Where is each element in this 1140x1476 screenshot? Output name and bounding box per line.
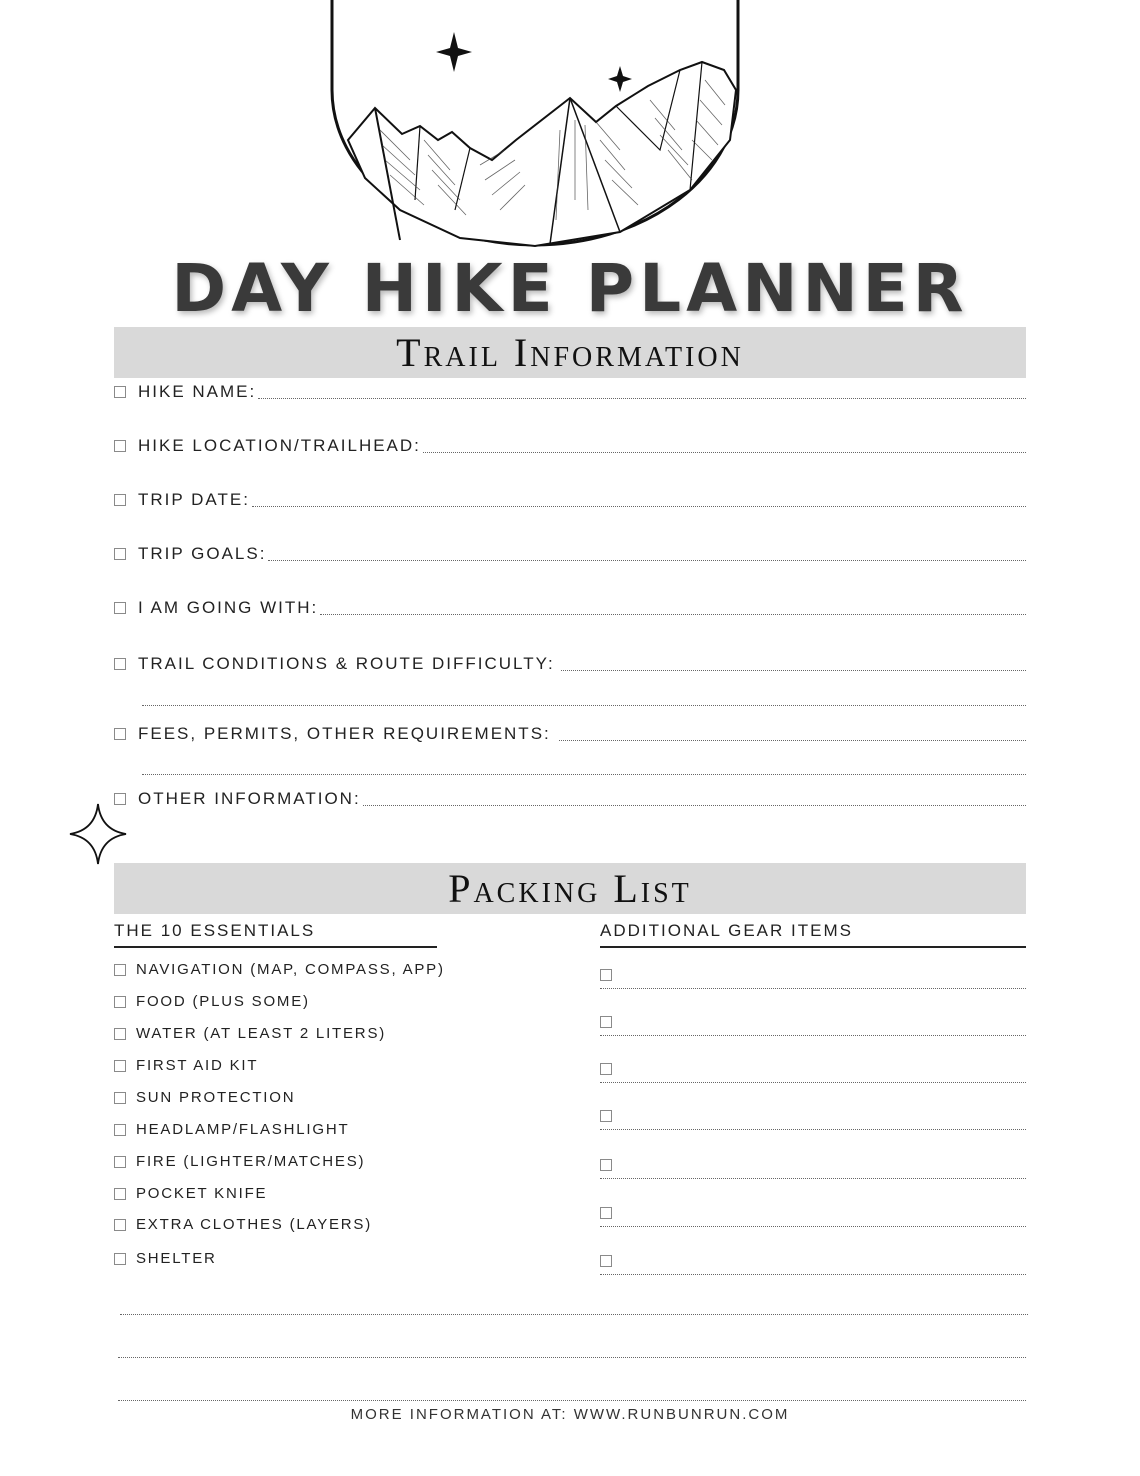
checkbox[interactable]	[114, 1156, 126, 1168]
field-other-information	[114, 789, 1026, 809]
essential-label: NAVIGATION (MAP, COMPASS, APP)	[136, 961, 445, 978]
field-trip-goals	[114, 544, 1026, 564]
essential-label: WATER (AT LEAST 2 LITERS)	[136, 1025, 387, 1042]
field-label: TRIP GOALS:	[138, 544, 267, 563]
mountain-arch-illustration	[320, 0, 750, 252]
essential-label: HEADLAMP/FLASHLIGHT	[136, 1121, 350, 1138]
essential-label: EXTRA CLOTHES (LAYERS)	[136, 1216, 373, 1233]
essential-item	[114, 993, 310, 1010]
packing-list-heading: Packing List	[114, 863, 1026, 914]
essential-label: FOOD (PLUS SOME)	[136, 993, 310, 1010]
checkbox[interactable]	[114, 548, 126, 560]
write-in-line[interactable]	[363, 804, 1026, 806]
checkbox[interactable]	[114, 494, 126, 506]
footer-website: MORE INFORMATION AT: WWW.RUNBUNRUN.COM	[350, 1406, 790, 1423]
write-in-line[interactable]	[561, 669, 1026, 671]
essential-label: SHELTER	[136, 1250, 217, 1267]
write-in-line[interactable]	[600, 1034, 1026, 1036]
write-in-line[interactable]	[268, 559, 1026, 561]
gear-item	[600, 963, 1026, 993]
essential-item	[114, 1216, 372, 1233]
field-hike-location	[114, 436, 1026, 456]
essential-item	[114, 1153, 365, 1170]
gear-item	[600, 1057, 1026, 1087]
gear-item	[600, 1249, 1026, 1279]
essential-item	[114, 961, 445, 978]
write-in-line[interactable]	[600, 1081, 1026, 1083]
field-label: OTHER INFORMATION:	[138, 789, 361, 808]
checkbox[interactable]	[600, 1016, 612, 1028]
star-icon	[608, 66, 632, 92]
checkbox[interactable]	[114, 1188, 126, 1200]
checkbox[interactable]	[114, 1124, 126, 1136]
checkbox[interactable]	[600, 1110, 612, 1122]
essential-item	[114, 1185, 267, 1202]
notes-line[interactable]	[120, 1313, 1028, 1315]
field-fees-permits	[114, 724, 1026, 744]
checkbox[interactable]	[600, 1159, 612, 1171]
write-in-line[interactable]	[252, 505, 1026, 507]
write-in-line[interactable]	[600, 1177, 1026, 1179]
gear-heading: ADDITIONAL GEAR ITEMS	[600, 920, 1026, 948]
write-in-line[interactable]	[142, 704, 1026, 706]
star-icon	[436, 32, 472, 72]
checkbox[interactable]	[114, 1092, 126, 1104]
essential-item	[114, 1250, 217, 1267]
essential-label: FIRST AID KIT	[136, 1057, 259, 1074]
essential-label: SUN PROTECTION	[136, 1089, 296, 1106]
checkbox[interactable]	[600, 1207, 612, 1219]
checkbox[interactable]	[114, 728, 126, 740]
field-label: FEES, PERMITS, OTHER REQUIREMENTS:	[138, 724, 551, 743]
checkbox[interactable]	[114, 1060, 126, 1072]
trail-information-heading: Trail Information	[114, 327, 1026, 378]
field-label: I AM GOING WITH:	[138, 598, 319, 617]
write-in-line[interactable]	[600, 987, 1026, 989]
gear-item	[600, 1201, 1026, 1231]
checkbox[interactable]	[114, 964, 126, 976]
checkbox[interactable]	[114, 1219, 126, 1231]
field-trip-date	[114, 490, 1026, 510]
checkbox[interactable]	[600, 1063, 612, 1075]
field-label: TRIP DATE:	[138, 490, 250, 509]
write-in-line[interactable]	[600, 1225, 1026, 1227]
page-title: DAY HIKE PLANNER	[171, 250, 969, 327]
checkbox[interactable]	[114, 386, 126, 398]
gear-item	[600, 1010, 1026, 1040]
write-in-line[interactable]	[559, 739, 1026, 741]
checkbox[interactable]	[114, 996, 126, 1008]
notes-line[interactable]	[118, 1356, 1026, 1358]
gear-item	[600, 1153, 1026, 1183]
essentials-heading: THE 10 ESSENTIALS	[114, 920, 437, 948]
field-label: HIKE NAME:	[138, 382, 257, 401]
checkbox[interactable]	[114, 658, 126, 670]
write-in-line[interactable]	[600, 1273, 1026, 1275]
sparkle-icon	[68, 802, 128, 866]
write-in-line[interactable]	[320, 613, 1026, 615]
checkbox[interactable]	[114, 1253, 126, 1265]
write-in-line[interactable]	[600, 1128, 1026, 1130]
checkbox[interactable]	[600, 1255, 612, 1267]
essential-item	[114, 1121, 349, 1138]
write-in-line[interactable]	[423, 451, 1026, 453]
write-in-line[interactable]	[142, 773, 1026, 775]
field-hike-name	[114, 382, 1026, 402]
field-going-with	[114, 598, 1026, 618]
field-label: TRAIL CONDITIONS & ROUTE DIFFICULTY:	[138, 654, 555, 673]
essential-label: POCKET KNIFE	[136, 1185, 268, 1202]
checkbox[interactable]	[600, 969, 612, 981]
notes-line[interactable]	[118, 1399, 1026, 1401]
essential-item	[114, 1057, 258, 1074]
checkbox[interactable]	[114, 440, 126, 452]
write-in-line[interactable]	[258, 397, 1026, 399]
essential-item	[114, 1025, 386, 1042]
essential-item	[114, 1089, 295, 1106]
checkbox[interactable]	[114, 1028, 126, 1040]
checkbox[interactable]	[114, 602, 126, 614]
gear-item	[600, 1104, 1026, 1134]
field-label: HIKE LOCATION/TRAILHEAD:	[138, 436, 421, 455]
field-trail-conditions	[114, 654, 1026, 674]
essential-label: FIRE (LIGHTER/MATCHES)	[136, 1153, 366, 1170]
